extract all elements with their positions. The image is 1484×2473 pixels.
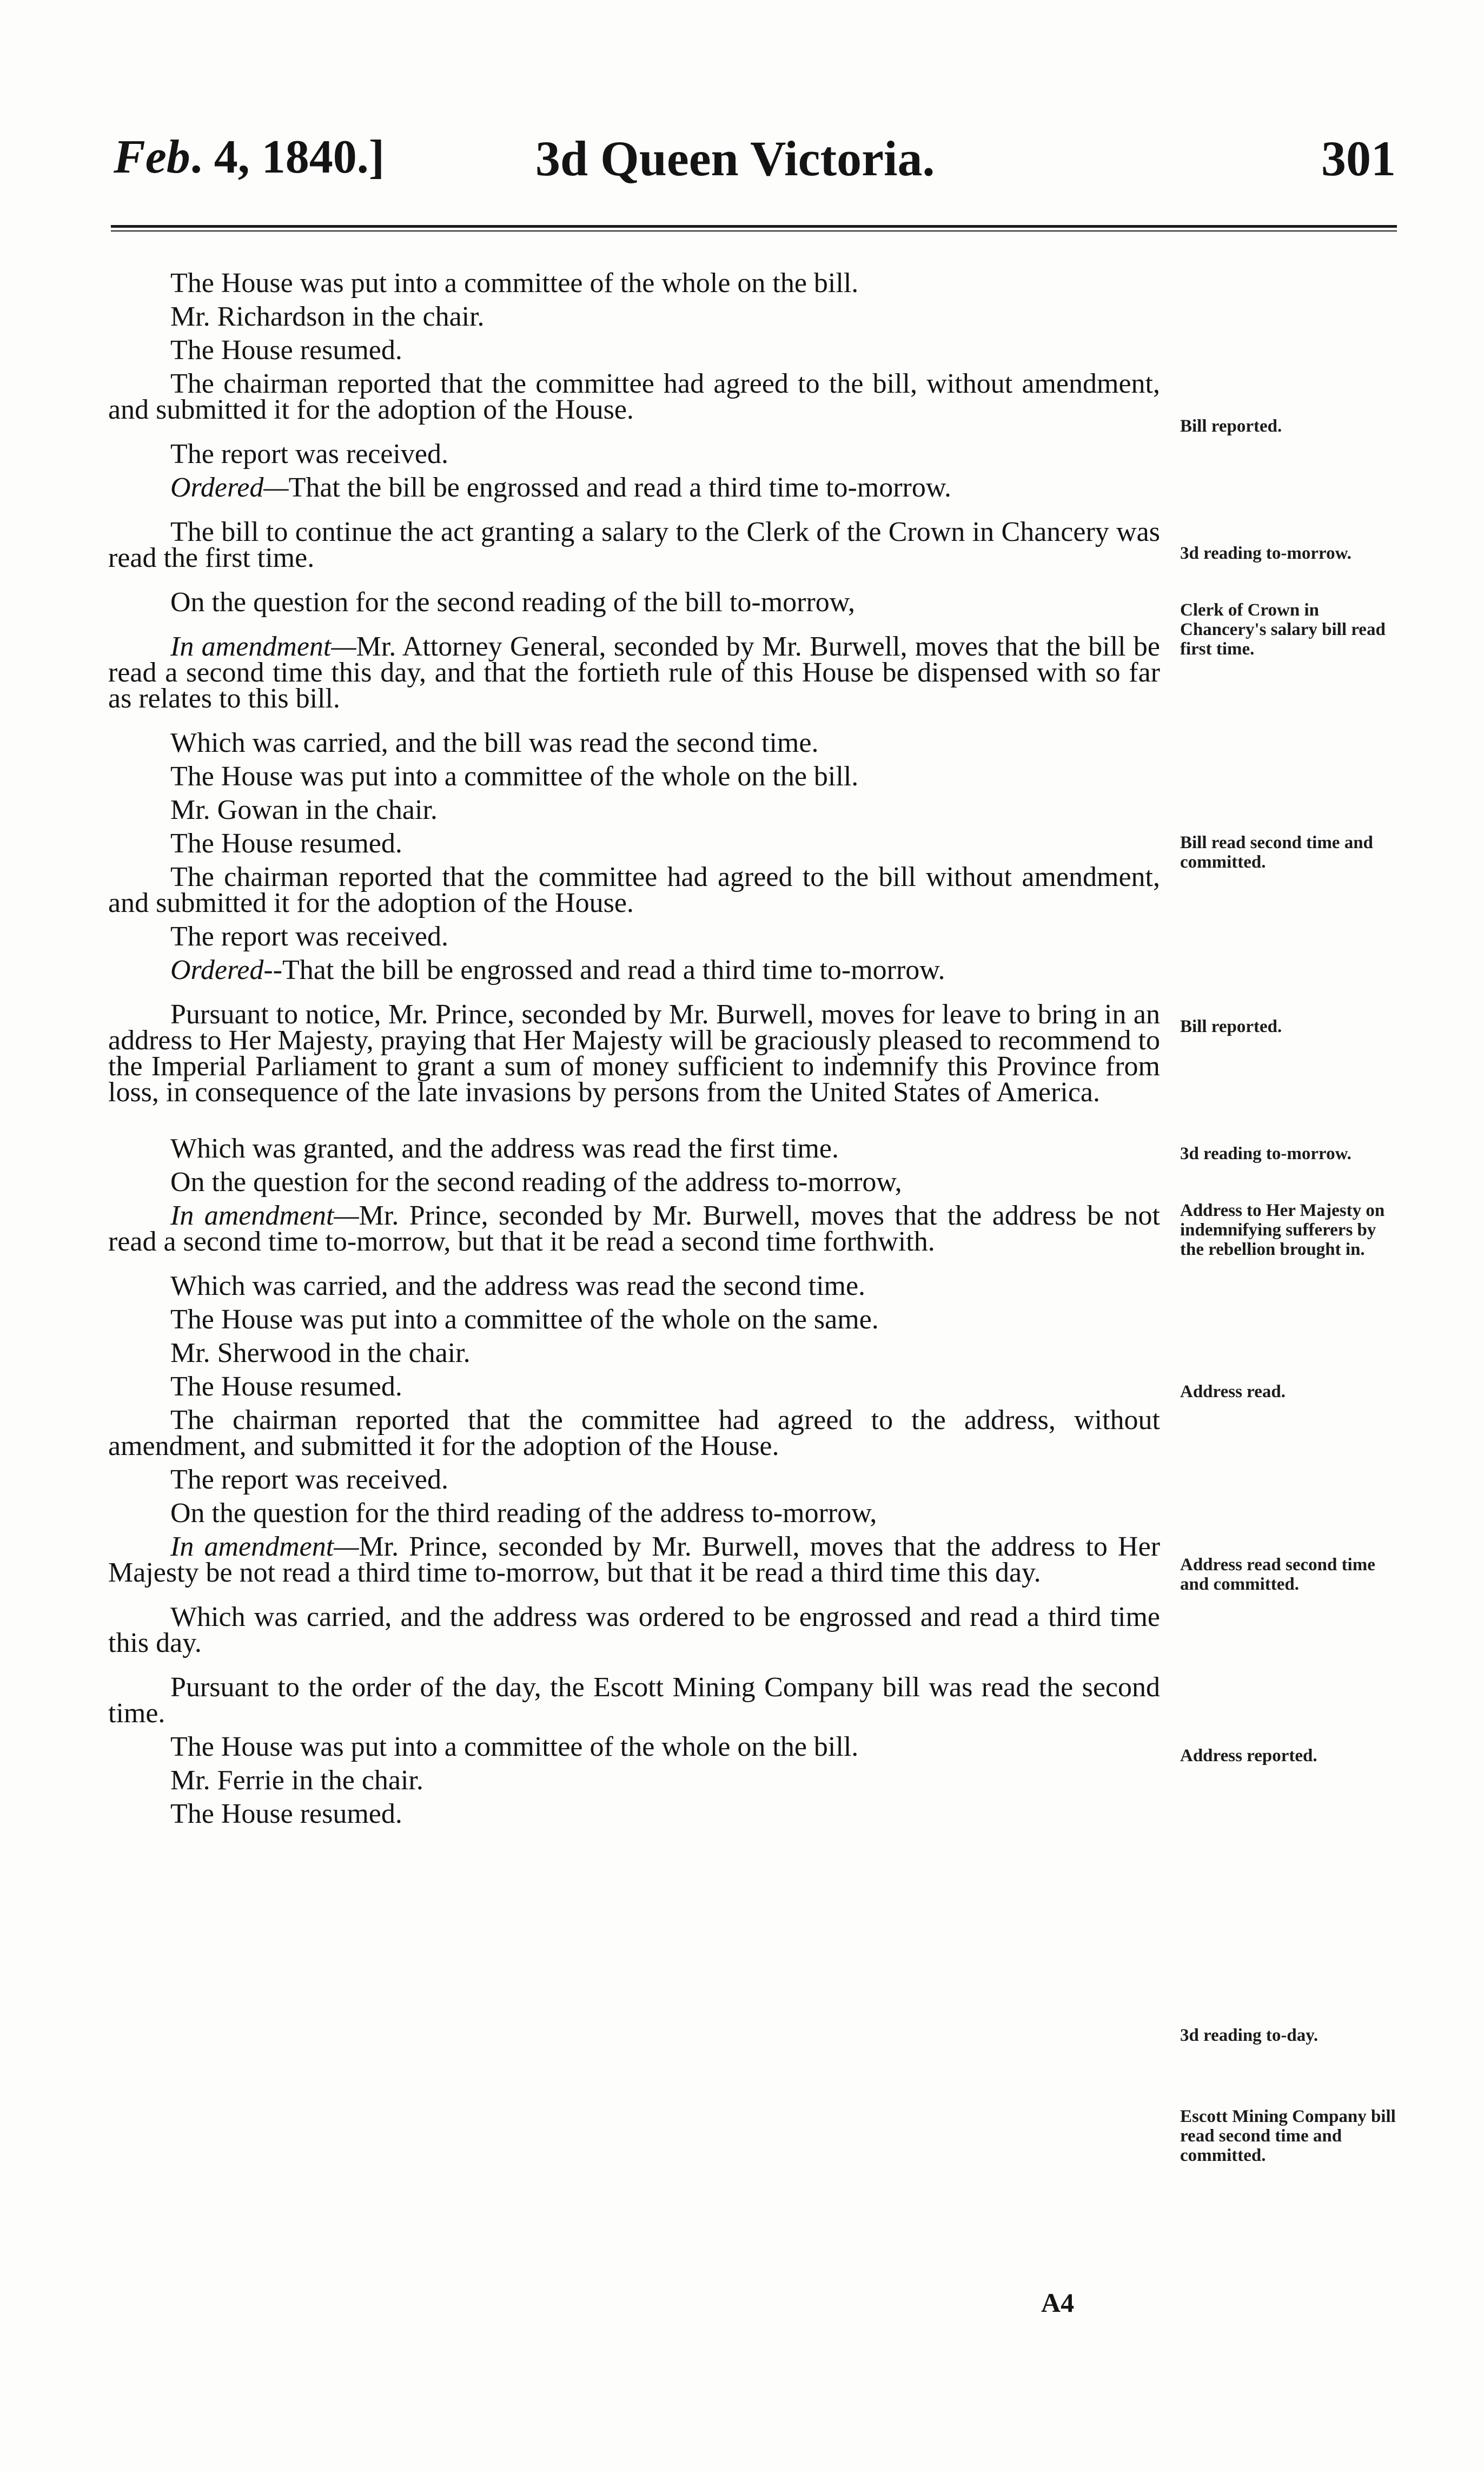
paragraph-text: The House was put into a committee of the whole on the same. bbox=[170, 1304, 879, 1335]
paragraph-lead: Ordered-- bbox=[170, 955, 282, 986]
margin-note: Address reported. bbox=[1180, 1746, 1317, 1766]
paragraph-text: On the question for the third reading of the address to-morrow, bbox=[170, 1498, 877, 1529]
paragraph bbox=[108, 1200, 1160, 1257]
paragraph bbox=[108, 587, 1160, 618]
paragraph-text: The report was received. bbox=[170, 439, 448, 470]
paragraph-lead: In amendment— bbox=[170, 631, 356, 662]
paragraph bbox=[108, 864, 1160, 916]
paragraph bbox=[108, 730, 1160, 756]
header-date bbox=[114, 130, 385, 184]
paragraph-text: Which was carried, and the bill was read the second time. bbox=[170, 728, 819, 758]
paragraph-text: Which was granted, and the address was read the first time. bbox=[170, 1133, 839, 1164]
paragraph bbox=[108, 1731, 1160, 1762]
paragraph bbox=[108, 368, 1160, 425]
paragraph-text: Which was carried, and the address was ordered to be engrossed and read a third time this day. bbox=[108, 1602, 1160, 1658]
paragraph bbox=[108, 1405, 1160, 1462]
paragraph bbox=[108, 301, 1160, 332]
margin-note: Clerk of Crown in Chancery's salary bill read first time. bbox=[1180, 600, 1386, 659]
paragraph bbox=[108, 1672, 1160, 1729]
margin-note: Address read. bbox=[1180, 1382, 1286, 1401]
paragraph-text: On the question for the second reading of the address to-morrow, bbox=[170, 1167, 902, 1198]
paragraph-lead: In amendment— bbox=[170, 1531, 359, 1562]
margin-note: Bill reported. bbox=[1180, 1017, 1282, 1036]
paragraph-text: The chairman reported that the committee had agreed to the bill without amendment, and submitted it for the adoption of the House. bbox=[108, 862, 1160, 918]
paragraph bbox=[108, 519, 1160, 571]
paragraph-text: The House was put into a committee of the whole on the bill. bbox=[170, 761, 859, 792]
paragraph bbox=[108, 1464, 1160, 1495]
header-date-month: Feb bbox=[114, 131, 190, 183]
paragraph bbox=[108, 335, 1160, 366]
paragraph-text: Mr. Gowan in the chair. bbox=[170, 795, 438, 825]
margin-note: Escott Mining Company bill read second time and committed. bbox=[1180, 2107, 1396, 2165]
paragraph-text: The report was received. bbox=[170, 921, 448, 952]
paragraph-text: The House resumed. bbox=[170, 828, 402, 859]
margin-note: Address to Her Majesty on indemnifying sufferers by the rebellion brought in. bbox=[1180, 1201, 1385, 1259]
paragraph-text: On the question for the second reading of the bill to-morrow, bbox=[170, 587, 855, 618]
paragraph bbox=[108, 1604, 1160, 1656]
paragraph bbox=[108, 1798, 1160, 1829]
paragraph-text: The chairman reported that the committee had agreed to the address, without amendment, and submitted it for the adoption of the House. bbox=[108, 1405, 1160, 1462]
paragraph-text: That the bill be engrossed and read a third time to-morrow. bbox=[288, 472, 952, 503]
paragraph-text: Mr. Prince, seconded by Mr. Burwell, moves that the address be not read a second time to-morrow, but that it be read a second time forthwith. bbox=[108, 1200, 1160, 1257]
paragraph bbox=[108, 631, 1161, 714]
header-page-number: 301 bbox=[1321, 131, 1396, 186]
paragraph bbox=[108, 1273, 1160, 1299]
paragraph-text: Pursuant to the order of the day, the Escott Mining Company bill was read the second time. bbox=[108, 1672, 1160, 1729]
paragraph-text: Mr. Sherwood in the chair. bbox=[170, 1338, 471, 1368]
page-header bbox=[0, 130, 1484, 189]
paragraph bbox=[108, 1531, 1161, 1588]
paragraph-text: That the bill be engrossed and read a third time to-morrow. bbox=[282, 955, 945, 986]
paragraph-text: The chairman reported that the committee had agreed to the bill, without amendment, and submitted it for the adoption of the House. bbox=[108, 368, 1160, 425]
paragraph-text: Pursuant to notice, Mr. Prince, seconded by Mr. Burwell, moves for leave to bring in an address to Her Majesty, praying that Her Majesty will be graciously pleased to recommend to the Imperial Parliament to grant a sum of money sufficient to indemnify this Province from loss, in consequence of the late invasions by persons from the United States of America. bbox=[108, 999, 1160, 1108]
paragraph-text: Mr. Ferrie in the chair. bbox=[170, 1765, 423, 1796]
paragraph bbox=[108, 797, 1160, 823]
paragraph-text: The report was received. bbox=[170, 1464, 448, 1495]
paragraph bbox=[108, 1133, 1160, 1164]
margin-note: Address read second time and committed. bbox=[1180, 1555, 1375, 1594]
paragraph-text: Which was carried, and the address was read the second time. bbox=[170, 1271, 866, 1301]
paragraph bbox=[108, 1304, 1160, 1335]
paragraph-text: The House was put into a committee of the whole on the bill. bbox=[170, 268, 859, 299]
margin-note: 3d reading to-day. bbox=[1180, 2026, 1319, 2045]
paragraph-text: Mr. Prince, seconded by Mr. Burwell, moves that the address to Her Majesty be not read a third time to-morrow, but that it be read a third time this day. bbox=[108, 1531, 1161, 1588]
paragraph bbox=[108, 955, 1160, 986]
paragraph bbox=[108, 1371, 1160, 1402]
paragraph bbox=[108, 472, 1160, 503]
header-date-rest: . 4, 1840.] bbox=[190, 131, 385, 183]
signature-mark: A4 bbox=[1041, 2287, 1075, 2318]
paragraph bbox=[108, 1765, 1160, 1796]
paragraph-lead: Ordered— bbox=[170, 472, 289, 503]
paragraph bbox=[108, 1498, 1160, 1529]
margin-note: 3d reading to-morrow. bbox=[1180, 544, 1352, 563]
paragraph bbox=[108, 268, 1160, 299]
paragraph bbox=[108, 761, 1160, 792]
paragraph bbox=[108, 439, 1160, 470]
paragraph-text: The House was put into a committee of the whole on the bill. bbox=[170, 1731, 859, 1762]
paragraph bbox=[108, 999, 1160, 1108]
paragraph bbox=[108, 921, 1160, 952]
paragraph bbox=[108, 1340, 1160, 1366]
paragraph-text: Mr. Attorney General, seconded by Mr. Burwell, moves that the bill be read a second time this day, and that the fortieth rule of this House be dispensed with so far as relates to this bill. bbox=[108, 631, 1161, 714]
paragraph bbox=[108, 1167, 1160, 1198]
paragraph-text: Mr. Richardson in the chair. bbox=[170, 301, 485, 332]
paragraph bbox=[108, 828, 1160, 859]
paragraph-text: The House resumed. bbox=[170, 1798, 402, 1829]
paragraph-text: The bill to continue the act granting a salary to the Clerk of the Crown in Chancery was read the first time. bbox=[108, 517, 1160, 573]
paragraph-text: The House resumed. bbox=[170, 335, 402, 366]
header-title: 3d Queen Victoria. bbox=[535, 131, 935, 186]
paragraph-lead: In amendment— bbox=[170, 1200, 359, 1231]
main-text bbox=[108, 270, 1160, 1835]
margin-note: Bill read second time and committed. bbox=[1180, 833, 1373, 872]
margin-note: Bill reported. bbox=[1180, 416, 1282, 436]
header-rule-thin bbox=[111, 230, 1397, 232]
margin-note: 3d reading to-morrow. bbox=[1180, 1144, 1352, 1163]
header-rule-thick bbox=[111, 225, 1397, 228]
paragraph-text: The House resumed. bbox=[170, 1371, 402, 1402]
